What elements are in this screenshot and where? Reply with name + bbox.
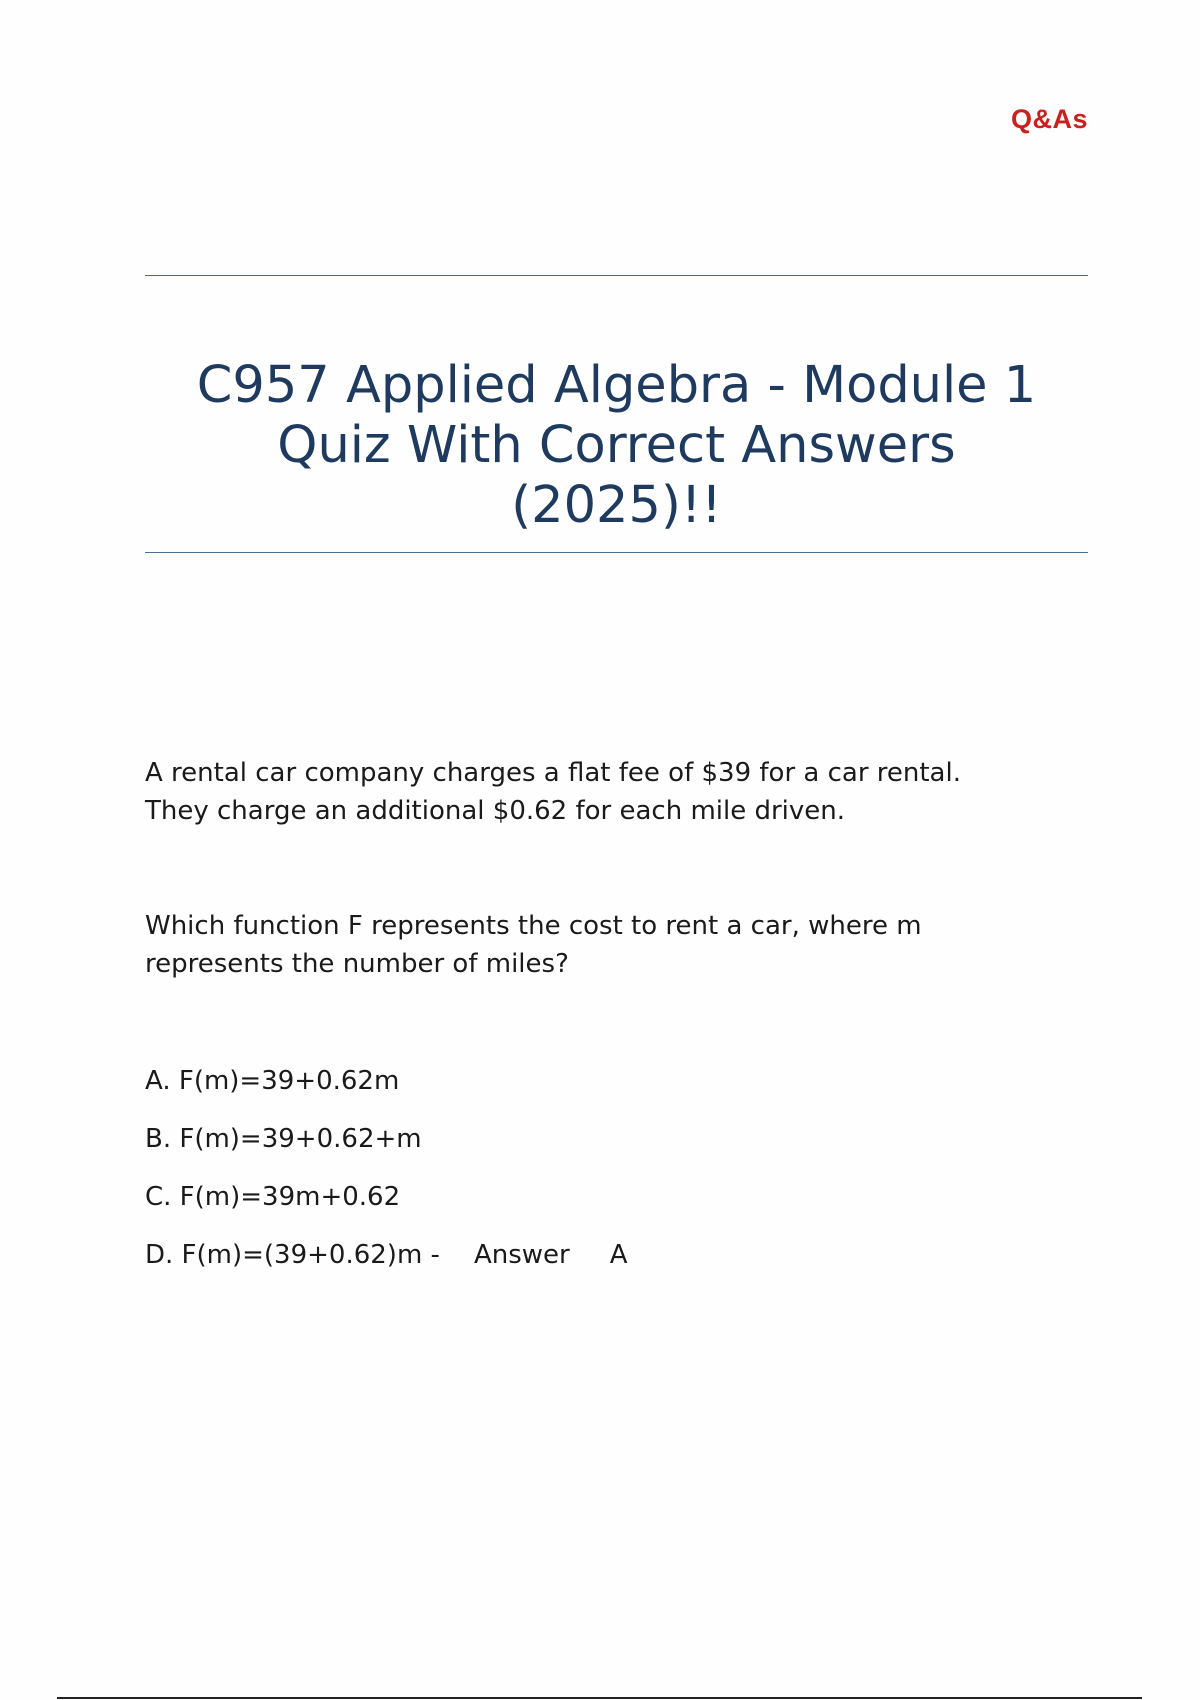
question-prompt xyxy=(145,907,1088,983)
footer-rule xyxy=(57,1697,1142,1699)
option-c xyxy=(145,1176,1088,1234)
option-c-text: C. F(m)=39m+0.62 xyxy=(145,1182,401,1212)
title-bottom-rule xyxy=(145,552,1088,553)
intro-line-1: A rental car company charges a flat fee of $39 for a car rental. xyxy=(145,758,961,788)
question-line-2: represents the number of miles? xyxy=(145,949,569,979)
title-line-3: (2025)!! xyxy=(511,476,722,535)
option-d xyxy=(145,1234,1088,1292)
question-intro xyxy=(145,754,1088,830)
title-line-2: Quiz With Correct Answers xyxy=(277,416,956,475)
intro-line-2: They charge an additional $0.62 for each mile driven. xyxy=(145,796,846,826)
option-b-text: B. F(m)=39+0.62+m xyxy=(145,1124,422,1154)
option-a xyxy=(145,1060,1088,1118)
qa-header-tag: Q&As xyxy=(1010,104,1088,134)
answer-value: A xyxy=(609,1240,628,1270)
option-b xyxy=(145,1118,1088,1176)
title-line-1: C957 Applied Algebra - Module 1 xyxy=(196,356,1037,415)
document-title xyxy=(145,356,1088,536)
answer-options-list xyxy=(145,1060,1088,1292)
question-line-1: Which function F represents the cost to rent a car, where m xyxy=(145,911,922,941)
title-top-rule xyxy=(145,275,1088,276)
option-d-text: D. F(m)=(39+0.62)m - xyxy=(145,1240,440,1270)
answer-label: Answer xyxy=(473,1240,570,1270)
option-a-text: A. F(m)=39+0.62m xyxy=(145,1066,400,1096)
